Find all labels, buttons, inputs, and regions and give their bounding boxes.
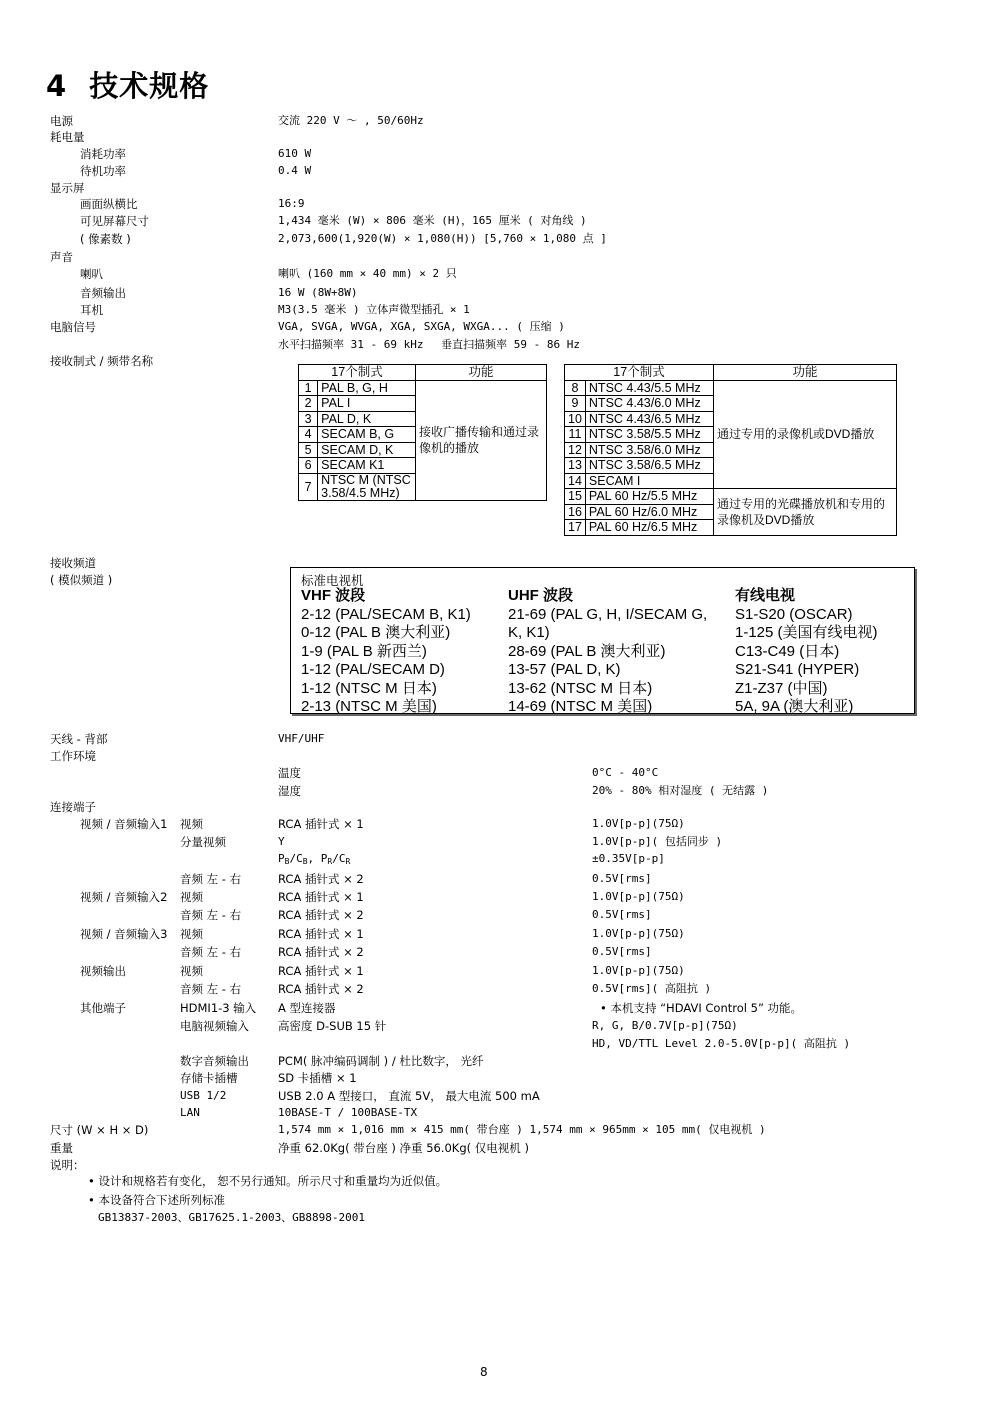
sys-func-right-1: 通过专用的录像机或DVD播放 — [714, 380, 897, 489]
hdmi-label: HDMI1-3 输入 — [180, 1001, 257, 1015]
vhf-item: 2-13 (NTSC M 美国) — [301, 698, 437, 715]
av1-video-spec: 1.0V[p-p](75Ω) — [592, 817, 685, 830]
av3-label: 视频 / 音频输入3 — [80, 927, 168, 941]
sound-label: 声音 — [50, 250, 73, 264]
sys-name: NTSC 4.43/5.5 MHz — [585, 380, 713, 396]
sys-num: 15 — [565, 489, 586, 505]
aspect-label: 画面纵横比 — [80, 197, 138, 211]
sys-name: NTSC 3.58/5.5 MHz — [585, 427, 713, 443]
vhf-item: 1-12 (PAL/SECAM D) — [301, 661, 445, 678]
system-table-left — [298, 364, 547, 501]
sys-num: 7 — [299, 473, 318, 500]
vout-video-label: 视频 — [180, 964, 203, 978]
weight-label: 重量 — [50, 1141, 73, 1155]
rated-power-value: 610 W — [278, 147, 312, 160]
sys-name: PAL B, G, H — [318, 380, 416, 396]
aspect-value: 16:9 — [278, 197, 305, 210]
speaker-label: 喇叭 — [80, 267, 103, 281]
sys-num: 10 — [565, 411, 586, 427]
uhf-title: UHF 波段 — [508, 587, 573, 604]
av1-video-conn: RCA 插针式 × 1 — [278, 817, 364, 831]
sys-num: 4 — [299, 427, 318, 443]
func-header: 功能 — [416, 365, 547, 381]
component-pbpr: $P_B/C_B$, $P_R/C_R$ — [278, 852, 351, 866]
temp-value: 0°C - 40°C — [592, 766, 659, 779]
sys-num: 3 — [299, 411, 318, 427]
sys-header: 17个制式 — [565, 365, 714, 381]
av1-audio-spec: 0.5V[rms] — [592, 872, 652, 885]
sys-num: 12 — [565, 442, 586, 458]
temp-label: 温度 — [278, 766, 301, 780]
cable-column — [735, 587, 878, 717]
av1-label: 视频 / 音频输入1 — [80, 817, 168, 831]
sys-name: SECAM I — [585, 473, 713, 489]
uhf-item: 28-69 (PAL B 澳大利亚) — [508, 642, 666, 660]
vhf-title: VHF 波段 — [301, 587, 366, 604]
av1-audio-conn: RCA 插针式 × 2 — [278, 872, 364, 886]
humidity-value: 20% - 80% 相对湿度 ( 无结露 ) — [592, 784, 769, 797]
av2-video-conn: RCA 插针式 × 1 — [278, 890, 364, 904]
vout-audio-spec: 0.5V[rms]( 高阻抗 ) — [592, 982, 712, 995]
weight-value: 净重 62.0Kg( 带台座 ) 净重 56.0Kg( 仅电视机 ) — [278, 1141, 529, 1155]
sys-name: PAL D, K — [318, 411, 416, 427]
cable-item: 1-125 (美国有线电视) — [735, 624, 878, 641]
sys-name: PAL 60 Hz/6.5 MHz — [585, 520, 713, 536]
pc-signal-value: VGA, SVGA, WVGA, XGA, SXGA, WXGA... ( 压缩 ) — [278, 320, 565, 333]
standby-value: 0.4 W — [278, 164, 312, 177]
lan-label: LAN — [180, 1106, 200, 1119]
lan-value: 10BASE-T / 100BASE-TX — [278, 1106, 418, 1119]
note-3: GB13837-2003、GB17625.1-2003、GB8898-2001 — [98, 1211, 366, 1224]
vhf-item: 1-12 (NTSC M 日本) — [301, 679, 437, 697]
digital-label: 数字音频输出 — [180, 1054, 249, 1068]
component-label: 分量视频 — [180, 835, 226, 849]
audio-out-value: 16 W (8W+8W) — [278, 286, 358, 299]
usb-label: USB 1/2 — [180, 1089, 227, 1102]
humidity-label: 湿度 — [278, 784, 301, 798]
antenna-value: VHF/UHF — [278, 732, 325, 745]
vhf-item: 0-12 (PAL B 澳大利亚) — [301, 624, 451, 641]
cable-item: 5A, 9A (澳大利亚) — [735, 698, 854, 715]
rated-power-label: 消耗功率 — [80, 147, 126, 161]
uhf-column — [508, 587, 707, 717]
sys-name: NTSC 4.43/6.0 MHz — [585, 396, 713, 412]
headphone-label: 耳机 — [80, 303, 103, 317]
av3-video-label: 视频 — [180, 927, 203, 941]
sys-name: SECAM B, G — [318, 427, 416, 443]
av3-video-conn: RCA 插针式 × 1 — [278, 927, 364, 941]
av2-video-spec: 1.0V[p-p](75Ω) — [592, 890, 685, 903]
other-label: 其他端子 — [80, 1001, 126, 1015]
page-number: 8 — [480, 1365, 488, 1379]
av1-video-label: 视频 — [180, 817, 203, 831]
uhf-item: 13-57 (PAL D, K) — [508, 661, 621, 678]
power-label: 电源 — [50, 114, 73, 128]
pc-signal-scan: 水平扫描频率 31 - 69 kHz 垂直扫描频率 59 - 86 Hz — [278, 338, 580, 351]
component-y-spec: 1.0V[p-p]( 包括同步 ) — [592, 835, 723, 848]
vout-audio-conn: RCA 插针式 × 2 — [278, 982, 364, 996]
sys-num: 1 — [299, 380, 318, 396]
pixels-label: ( 像素数 ) — [80, 232, 131, 246]
uhf-item: 14-69 (NTSC M 美国) — [508, 698, 653, 715]
sys-num: 8 — [565, 380, 586, 396]
reception-label: 接收制式 / 频带名称 — [50, 354, 154, 368]
cable-item: S1-S20 (OSCAR) — [735, 605, 853, 623]
av3-audio-spec: 0.5V[rms] — [592, 945, 652, 958]
sys-num: 14 — [565, 473, 586, 489]
uhf-item: K, K1) — [508, 624, 550, 641]
digital-value: PCM( 脉冲编码调制 ) / 杜比数字， 光纤 — [278, 1054, 484, 1068]
av2-audio-conn: RCA 插针式 × 2 — [278, 908, 364, 922]
av3-audio-conn: RCA 插针式 × 2 — [278, 945, 364, 959]
sys-num: 2 — [299, 396, 318, 412]
dims-value: 1,574 mm × 1,016 mm × 415 mm( 带台座 ) 1,574 mm × 965mm × 105 mm( 仅电视机 ) — [278, 1123, 766, 1136]
sys-name: PAL 60 Hz/5.5 MHz — [585, 489, 713, 505]
visible-size-label: 可见屏幕尺寸 — [80, 214, 149, 228]
sys-num: 6 — [299, 458, 318, 474]
cable-item: C13-C49 (日本) — [735, 642, 840, 660]
component-pbpr-spec: ±0.35V[p-p] — [592, 852, 665, 865]
sys-name: NTSC M (NTSC 3.58/4.5 MHz) — [318, 473, 416, 500]
hdmi-note: • 本机支持 “HDAVI Control 5” 功能。 — [600, 1001, 803, 1015]
av2-audio-label: 音频 左 - 右 — [180, 908, 242, 922]
channel-box — [290, 567, 915, 714]
sys-num: 9 — [565, 396, 586, 412]
note-2: • 本设备符合下述所列标准 — [88, 1193, 225, 1207]
av2-label: 视频 / 音频输入2 — [80, 890, 168, 904]
sys-name: NTSC 3.58/6.5 MHz — [585, 458, 713, 474]
channels-label-2: ( 模似频道 ) — [50, 573, 113, 587]
note-1: • 设计和规格若有变化， 恕不另行通知。所示尺寸和重量均为近似值。 — [88, 1174, 448, 1188]
card-label: 存储卡插槽 — [180, 1071, 238, 1085]
sys-num: 13 — [565, 458, 586, 474]
sys-num: 11 — [565, 427, 586, 443]
av2-video-label: 视频 — [180, 890, 203, 904]
usb-value: USB 2.0 A 型接口， 直流 5V， 最大电流 500 mA — [278, 1089, 540, 1103]
vhf-item: 1-9 (PAL B 新西兰) — [301, 642, 427, 660]
pc-in-value: 高密度 D-SUB 15 针 — [278, 1019, 387, 1033]
environment-label: 工作环境 — [50, 749, 96, 763]
uhf-item: 21-69 (PAL G, H, I/SECAM G, — [508, 605, 708, 623]
standby-label: 待机功率 — [80, 164, 126, 178]
component-y: Y — [278, 835, 285, 848]
vout-audio-label: 音频 左 - 右 — [180, 982, 242, 996]
sys-header: 17个制式 — [299, 365, 416, 381]
antenna-label: 天线 - 背部 — [50, 732, 108, 746]
notes-label: 说明： — [50, 1158, 85, 1172]
visible-size-value: 1,434 毫米 (W) × 806 毫米 (H)，165 厘米 ( 对角线 ) — [278, 214, 587, 227]
vout-video-spec: 1.0V[p-p](75Ω) — [592, 964, 685, 977]
terminals-label: 连接端子 — [50, 800, 96, 814]
audio-out-label: 音频输出 — [80, 286, 126, 300]
hdmi-value: A 型连接器 — [278, 1001, 336, 1015]
pc-in-spec-2: HD, VD/TTL Level 2.0-5.0V[p-p]( 高阻抗 ) — [592, 1037, 851, 1050]
av2-audio-spec: 0.5V[rms] — [592, 908, 652, 921]
av3-audio-label: 音频 左 - 右 — [180, 945, 242, 959]
pc-in-label: 电脑视频输入 — [180, 1019, 249, 1033]
sys-num: 5 — [299, 442, 318, 458]
sys-name: PAL 60 Hz/6.0 MHz — [585, 504, 713, 520]
channel-box-title: 标准电视机 — [301, 574, 364, 588]
display-label: 显示屏 — [50, 181, 85, 195]
sys-func-left: 接收广播传输和通过录像机的播放 — [416, 380, 547, 500]
cable-item: S21-S41 (HYPER) — [735, 661, 860, 678]
sys-num: 16 — [565, 504, 586, 520]
vout-video-conn: RCA 插针式 × 1 — [278, 964, 364, 978]
av3-video-spec: 1.0V[p-p](75Ω) — [592, 927, 685, 940]
cable-item: Z1-Z37 (中国) — [735, 679, 828, 697]
pc-signal-label: 电脑信号 — [50, 320, 96, 334]
func-header: 功能 — [714, 365, 897, 381]
power-value: 交流 220 V ～ , 50/60Hz — [278, 114, 424, 127]
system-table-right — [564, 364, 897, 536]
sys-name: PAL I — [318, 396, 416, 412]
vhf-column — [301, 587, 471, 717]
speaker-value: 喇叭 (160 mm × 40 mm) × 2 只 — [278, 267, 457, 280]
uhf-item: 13-62 (NTSC M 日本) — [508, 679, 653, 697]
sys-func-right-2: 通过专用的光碟播放机和专用的录像机及DVD播放 — [714, 489, 897, 536]
sys-name: NTSC 3.58/6.0 MHz — [585, 442, 713, 458]
pixels-value: 2,073,600(1,920(W) × 1,080(H)) [5,760 × 1,080 点 ] — [278, 232, 607, 245]
vhf-item: 2-12 (PAL/SECAM B, K1) — [301, 605, 471, 623]
dims-label: 尺寸 (W × H × D) — [50, 1123, 149, 1137]
page-title: 4 技术规格 — [46, 69, 210, 103]
card-value: SD 卡插槽 × 1 — [278, 1071, 357, 1085]
cable-title: 有线电视 — [735, 587, 796, 604]
headphone-value: M3(3.5 毫米 ) 立体声微型插孔 × 1 — [278, 303, 470, 316]
vout-label: 视频输出 — [80, 964, 126, 978]
channels-label: 接收频道 — [50, 556, 96, 570]
sys-name: SECAM K1 — [318, 458, 416, 474]
pc-in-spec-1: R, G, B/0.7V[p-p](75Ω) — [592, 1019, 738, 1032]
consumption-label: 耗电量 — [50, 130, 85, 144]
sys-num: 17 — [565, 520, 586, 536]
av1-audio-label: 音频 左 - 右 — [180, 872, 242, 886]
sys-name: NTSC 4.43/6.5 MHz — [585, 411, 713, 427]
sys-name: SECAM D, K — [318, 442, 416, 458]
